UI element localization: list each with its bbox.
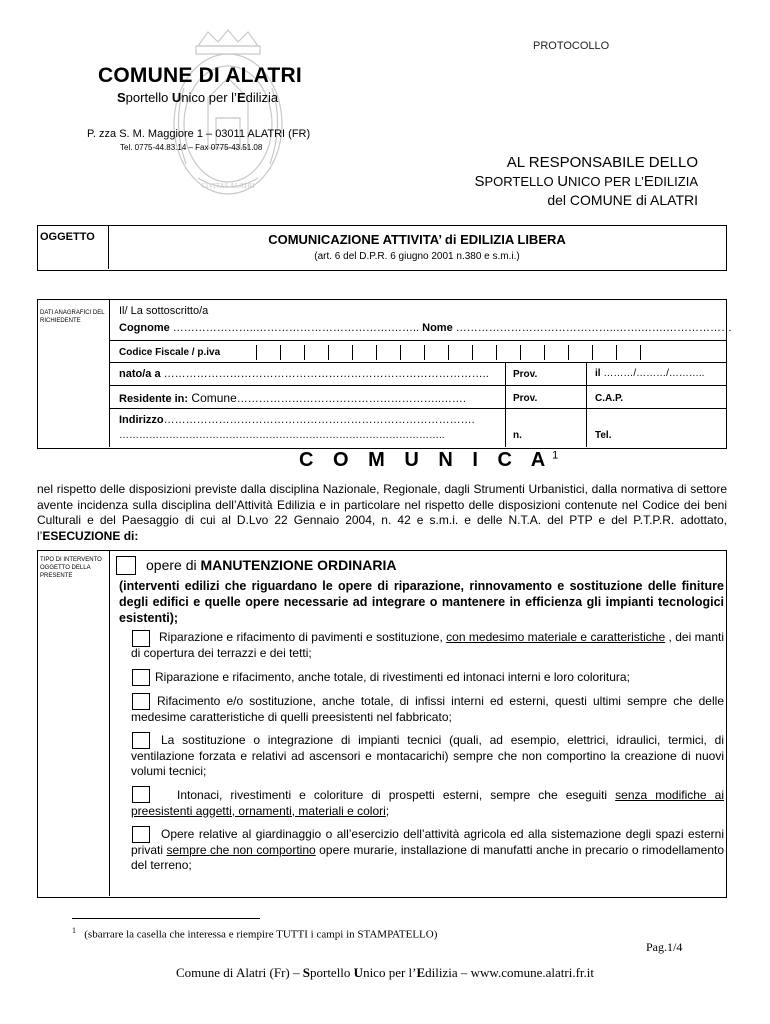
- indirizzo-field[interactable]: Indirizzo………………………………………………………………………….: [119, 414, 475, 426]
- seal-text: CIVITAS ALATRI: [201, 182, 255, 190]
- item-text-1: Riparazione e rifacimento di pavimenti e sostituzione, con medesimo materiale e caratteristiche , dei manti di copertura dei terrazzi e dei tetti;: [131, 630, 724, 660]
- codice-fiscale-cells[interactable]: [256, 345, 646, 360]
- sportello-subtitle: Sportello Unico per l’Edilizia: [117, 90, 279, 105]
- sottoscritto-label: Il/ La sottoscritto/a: [119, 305, 209, 317]
- phone-fax: Tel. 0775-44.83.14 – Fax 0775-43.51.08: [120, 143, 263, 152]
- manutenzione-checkbox[interactable]: [116, 556, 136, 575]
- cap-label: C.A.P.: [595, 393, 624, 404]
- indirizzo-line2[interactable]: ……………………………………………………………………………………..: [119, 430, 445, 441]
- page-number: Pag.1/4: [646, 940, 683, 954]
- item-text-5: Intonaci, rivestimenti e coloriture di prospetti esterni, sempre che eseguiti senza modifiche ai preesistenti aggetti, ornamenti, materiali e colori;: [131, 788, 725, 818]
- item-text-2: Riparazione e rifacimento, anche totale, di rivestimenti ed intonaci interni e loro coloritura;: [155, 670, 630, 684]
- comunica-heading: C O M U N I C $A^1$: [299, 449, 559, 471]
- date-field[interactable]: il ………/………/………..: [595, 368, 705, 379]
- page-title: COMUNE DI ALATRI: [98, 64, 302, 87]
- page-footer: Comune di Alatri (Fr) – Sportello Unico per l’Edilizia – www.comune.alatri.fr.it: [176, 965, 594, 980]
- prov-label-1: Prov.: [513, 369, 538, 380]
- oggetto-subtitle: (art. 6 del D.P.R. 6 giugno 2001 n.380 e s.m.i.): [314, 251, 520, 262]
- manutenzione-title: opere di MANUTENZIONE ORDINARIA: [146, 557, 397, 573]
- address: P. zza S. M. Maggiore 1 – 03011 ALATRI (FR): [87, 128, 311, 140]
- oggetto-label: OGGETTO: [40, 231, 95, 243]
- numero-label: n.: [513, 430, 522, 441]
- codice-fiscale-label: Codice Fiscale / p.iva: [119, 347, 221, 358]
- oggetto-label-cell: [37, 225, 109, 269]
- manutenzione-desc: (interventi edilizi che riguardano le opere di riparazione, rinnovamento e sostituzione delle finiture degli edifici e quelle opere necessarie ad integrare o mantenere in efficienza gli impianti tecnologici esistenti);: [119, 579, 724, 625]
- oggetto-title: COMUNICAZIONE ATTIVITA’ di EDILIZIA LIBERA: [268, 232, 566, 247]
- tipo-label: TIPO DI INTERVENTO OGGETTO DELLA PRESENTE: [40, 557, 102, 579]
- city-seal: [168, 28, 288, 200]
- dati-label-cell: [37, 299, 110, 447]
- nato-field[interactable]: nato/a a ……………………………………………………………………………..: [119, 368, 489, 380]
- recipient-block: AL RESPONSABILE DELLO SPORTELLO UNICO PER L’EDILIZIA del COMUNE di ALATRI: [474, 154, 698, 208]
- cognome-nome-row[interactable]: Cognome …………………..……………………………….…….. Nome ……………………………………..…….…….………………: [119, 322, 732, 334]
- footnote-rule: [72, 918, 260, 919]
- item-text-4: La sostituzione o integrazione di impianti tecnici (quali, ad esempio, elettrici, idraulici, termici, di ventilazione forzata e relativi ad ascensori e montacarichi) sempre che non comportino la creazione di nuovi volumi tecnici;: [131, 733, 724, 778]
- residente-field[interactable]: Residente in: Comune………………………………………………..…….: [119, 391, 466, 405]
- item-text-6: Opere relative al giardinaggio o all’esercizio dell’attività agricola ed alla sistemazione degli spazi esterni privati sempre che non comportino opere murarie, installazione di manufatti anche in precario o rimodellamento del terreno;: [131, 827, 725, 872]
- intro-paragraph: nel rispetto delle disposizioni previste dalla disciplina Nazionale, Regionale, dagli Strumenti Urbanistici, dalla normativa di settore avente incidenza sulla disciplina dell’Attività Edilizia e in particolare nel rispetto delle disposizioni contenute nel Codice dei beni Culturali e del Paesaggio di cui al D.Lvo 22 Gennaio 2004, n. 42 e s.m.i. e delle N.T.A. del PTP e del P.T.P.R. adottato, l’ESECUZIONE di:: [37, 482, 727, 543]
- item-text-3: Rifacimento e/o sostituzione, anche totale, di infissi interni ed esterni, questi ultimi sempre che delle medesime caratteristiche di quelli preesistenti nel fabbricato;: [131, 694, 724, 724]
- dati-label: DATI ANAGRAFICI DEL RICHIEDENTE: [40, 310, 105, 324]
- footnote: $^1$ (sbarrare la casella che interessa e riempire TUTTI i campi in STAMPATELLO): [72, 926, 438, 941]
- tipo-label-cell: [37, 550, 110, 896]
- tel-label: Tel.: [595, 430, 612, 441]
- prov-label-2: Prov.: [513, 393, 538, 404]
- protocollo-label: PROTOCOLLO: [533, 40, 610, 52]
